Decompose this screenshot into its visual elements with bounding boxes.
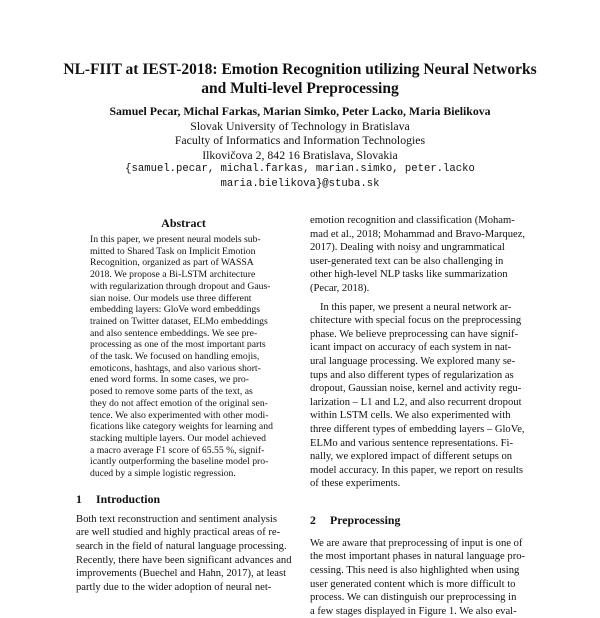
abstract-line: a macro average F1 score of 65.55 %, signif- — [90, 444, 265, 456]
body-line: within LSTM cells. We also experimented with — [310, 410, 511, 422]
body-line: model accuracy. In this paper, we report on results — [310, 464, 524, 476]
abstract-line: and also sentence embeddings. We see pre- — [90, 327, 258, 339]
body-line: emotion recognition and classification (Moham- — [310, 215, 515, 226]
introduction-body — [76, 513, 291, 595]
body-line: We are aware that preprocessing of input is one of — [310, 537, 523, 549]
body-line: tups and also different types of regularization as — [310, 369, 514, 381]
body-line: ural language processing. We explored many se- — [310, 355, 516, 367]
body-line: Both text reconstruction and sentiment analysis — [76, 513, 277, 525]
body-line: 2017). Dealing with noisy and ungrammatical — [310, 242, 505, 254]
body-line: icant impact on accuracy of each system in nat- — [310, 342, 512, 354]
section-heading-preprocessing — [310, 513, 530, 527]
body-line: three different types of embedding layers – GloVe, — [310, 423, 525, 435]
abstract-line: with regularization through dropout and Gaus- — [90, 280, 271, 292]
email-line: maria.bielikova}@stuba.sk — [220, 177, 380, 190]
section-number: 1 — [76, 491, 82, 506]
body-line: chitecture with special focus on the preprocessing — [310, 315, 522, 327]
abstract-line: sian noise. Our models use three different — [90, 292, 252, 304]
body-line: larization – L1 and L2, and also recurrent dropout — [310, 396, 522, 408]
body-line: partly due to the wider adoption of neural net- — [76, 581, 272, 593]
body-line: are well studied and highly practical areas of re- — [76, 527, 281, 539]
section-number: 2 — [310, 512, 316, 527]
body-line: process. We can distinguish our preprocessing in — [310, 592, 517, 604]
body-line: other high-level NLP tasks like summarization — [310, 269, 508, 281]
body-line: Recently, there have been significant advances and — [76, 554, 292, 566]
abstract-line: trained on Twitter dataset, ELMo embeddings — [90, 315, 268, 327]
paper-title — [40, 60, 560, 98]
abstract-line: posed to remove some parts of the text, as — [90, 386, 253, 398]
body-line: user-generated text can be also challenging in — [310, 255, 504, 267]
abstract-line: In this paper, we present neural models sub- — [90, 234, 261, 245]
author-block — [40, 104, 560, 191]
body-line: cessing. This need is also highlighted when using — [310, 565, 520, 577]
author-names: Samuel Pecar, Michal Farkas, Marian Simko, Peter Lacko, Maria Bielikova — [109, 104, 491, 118]
body-line: (Pecar, 2018). — [310, 282, 370, 294]
email-line: {samuel.pecar, michal.farkas, marian.simko, peter.lacko — [125, 163, 475, 175]
abstract-line: tence. We also experimented with other modi- — [90, 409, 269, 421]
abstract-line: embedding layers: GloVe word embeddings — [90, 304, 261, 316]
left-column — [76, 216, 291, 594]
abstract-heading: Abstract — [161, 216, 206, 230]
section-heading-introduction — [76, 492, 291, 506]
body-line: dropout, Gaussian noise, kernel and activity regu- — [310, 383, 522, 395]
preprocessing-body — [310, 537, 530, 618]
title-line: and Multi-level Preprocessing — [201, 80, 399, 97]
section-title: Preprocessing — [330, 512, 401, 527]
body-line: user generated content which is more difficult to — [310, 578, 516, 590]
body-line: search in the field of natural language processing. — [76, 540, 287, 552]
title-line: NL-FIIT at IEST-2018: Emotion Recognition utilizing Neural Networks — [63, 61, 537, 78]
abstract-line: ened word forms. In some cases, we pro- — [90, 374, 249, 386]
paragraph-this-paper — [310, 301, 530, 491]
abstract-line: Recognition, organized as part of WASSA — [90, 257, 254, 269]
abstract-line: they do not affect emotion of the original sen- — [90, 397, 268, 409]
abstract-body — [90, 234, 280, 480]
abstract-line: icantly outperforming the baseline model pro- — [90, 456, 269, 468]
abstract-line: processing as one of the most important parts — [90, 339, 266, 351]
abstract-line: 2018. We propose a Bi-LSTM architecture — [90, 269, 256, 281]
paragraph-emotion-recognition — [310, 214, 530, 296]
body-line: mad et al., 2018; Mohammad and Bravo-Marquez, — [310, 228, 526, 240]
body-line: ELMo and various sentence representations. Fi- — [310, 437, 513, 449]
abstract-line: of the task. We focused on handling emojis, — [90, 351, 260, 363]
right-column — [310, 214, 530, 618]
body-line: phase. We believe preprocessing can have signif- — [310, 328, 519, 340]
affiliation-line: Faculty of Informatics and Information Technologies — [174, 133, 426, 147]
body-line: improvements (Buechel and Hahn, 2017), at least — [76, 568, 287, 580]
abstract-line: duced by a simple logistic regression. — [90, 468, 236, 480]
abstract-line: fications like category weights for learning and — [90, 421, 273, 433]
body-line: a few stages displayed in Figure 1. We also eval- — [310, 605, 517, 617]
section-title: Introduction — [96, 491, 161, 506]
abstract-line: emoticons, hashtags, and also various short- — [90, 362, 261, 374]
body-line: the most important phases in natural language pro- — [310, 551, 526, 563]
abstract-line: stacking multiple layers. Our model achieved — [90, 432, 266, 444]
body-line: of these experiments. — [310, 478, 401, 490]
body-line: In this paper, we present a neural network ar- — [320, 301, 512, 313]
abstract-line: mitted to Shared Task on Implicit Emotion — [90, 245, 256, 257]
body-line: nally, we explored impact of different setups on — [310, 451, 513, 463]
affiliation-line: Slovak University of Technology in Bratislava — [190, 118, 410, 133]
affiliation-line: Ilkovičova 2, 842 16 Bratislava, Slovakia — [202, 147, 398, 162]
